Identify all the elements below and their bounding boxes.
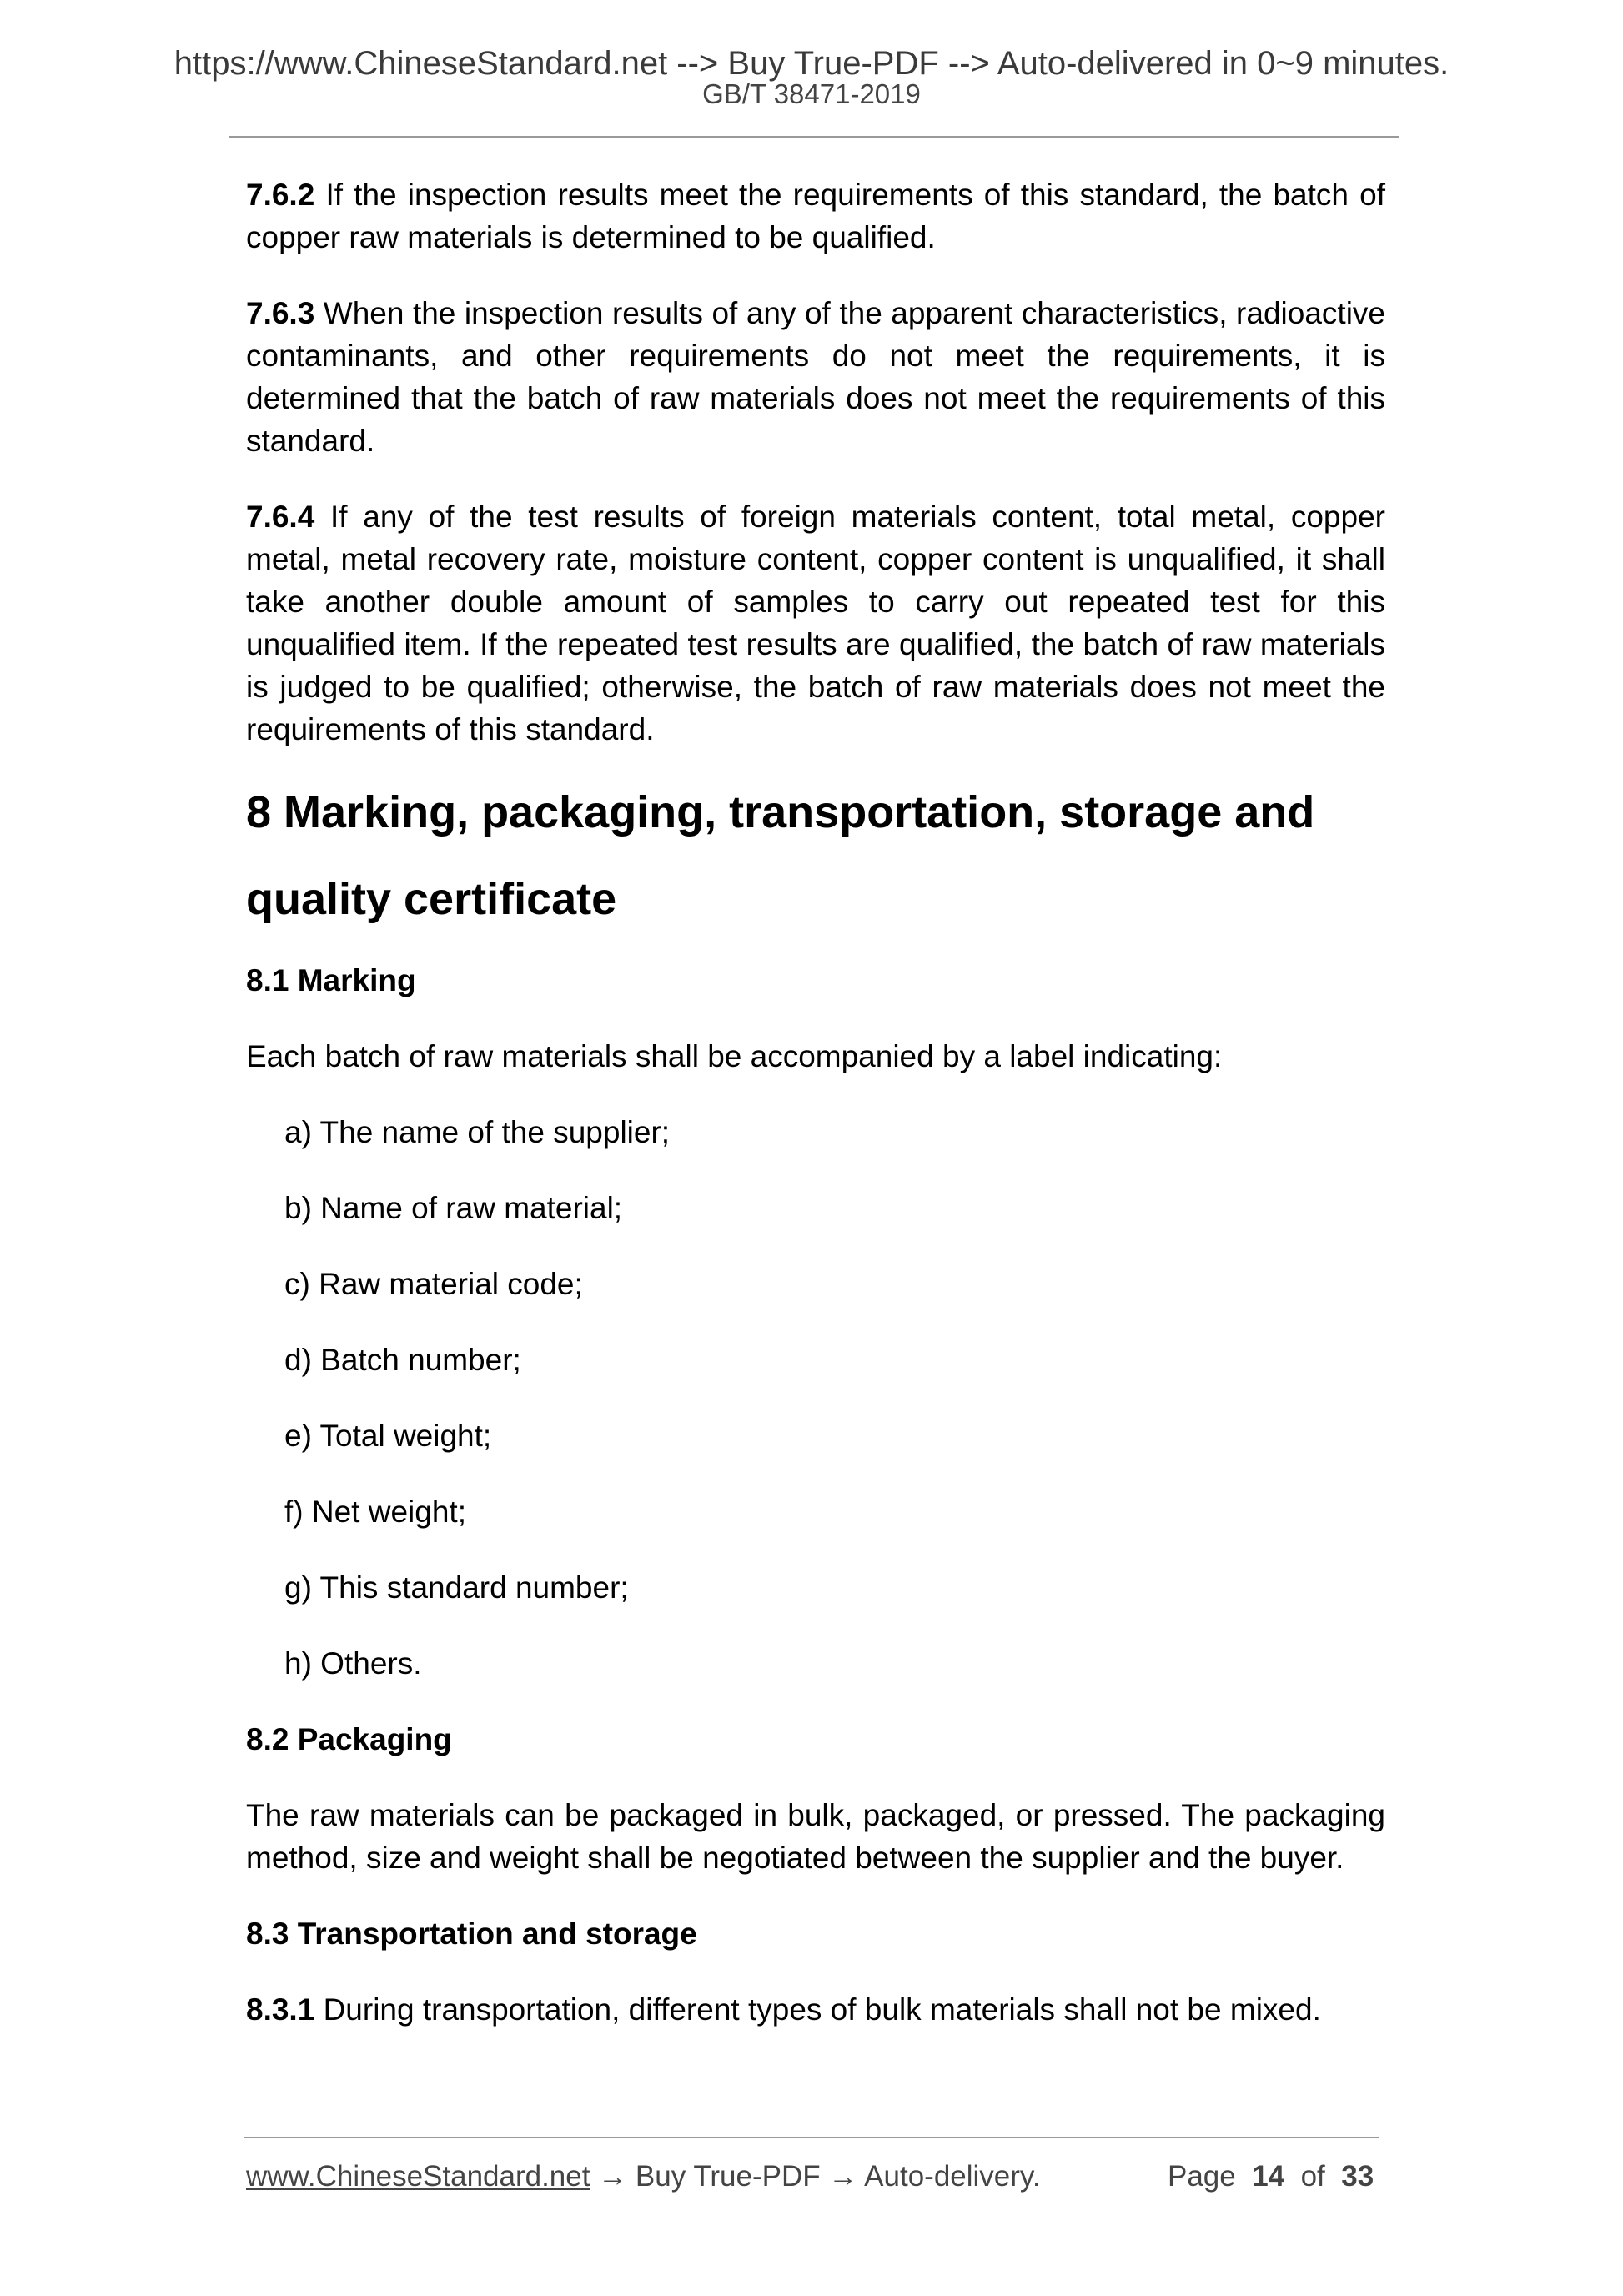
chapter-title-line: 8 Marking, packaging, transportation, storage and: [246, 787, 1315, 837]
clause-number: 7.6.3: [246, 296, 315, 330]
header-divider: [229, 136, 1399, 138]
section-8-1-title: 8.1 Marking: [246, 963, 416, 997]
section-8-2-title: 8.2 Packaging: [246, 1722, 452, 1756]
clause-number: 7.6.2: [246, 178, 315, 212]
marking-list: [246, 1111, 1385, 1685]
list-item: e) Total weight;: [284, 1419, 492, 1453]
section-8-1-intro: Each batch of raw materials shall be accompanied by a label indicating:: [246, 1039, 1223, 1073]
footer-divider: [244, 2137, 1379, 2138]
section-8-3-title: 8.3 Transportation and storage: [246, 1917, 697, 1951]
list-item: h) Others.: [284, 1646, 422, 1681]
clause-7-6-3: [246, 292, 1385, 462]
footer-promo: [246, 2158, 1041, 2195]
document-body: [246, 173, 1385, 2031]
page-label: Page: [1168, 2160, 1236, 2193]
header-banner[interactable]: https://www.ChineseStandard.net --> Buy True-PDF --> Auto-delivered in 0~9 minutes.: [173, 45, 1450, 82]
list-item: d) Batch number;: [284, 1343, 521, 1377]
section-8-2-text: The raw materials can be packaged in bulk, packaged, or pressed. The packaging method, size and weight shall be negotiated between the supplier and the buyer.: [246, 1798, 1385, 1875]
list-item: b) Name of raw material;: [284, 1191, 623, 1225]
clause-text: If any of the test results of foreign materials content, total metal, copper metal, metal recovery rate, moisture content, copper content is unqualified, it shall take another double amount of samples to carry out repeated test for this unqualified item. If the repeated test results are qualified, the batch of raw materials is judged to be qualified; otherwise, the batch of raw materials does not meet the requirements of this standard.: [246, 500, 1385, 746]
current-page: 14: [1252, 2160, 1285, 2193]
chapter-title-line: quality certificate: [246, 874, 617, 924]
chapter-8-title: [246, 769, 1385, 942]
list-item: g) This standard number;: [284, 1570, 629, 1605]
list-item: f) Net weight;: [284, 1495, 466, 1529]
clause-text: During transportation, different types of bulk materials shall not be mixed.: [314, 1992, 1321, 2027]
clause-number: 8.3.1: [246, 1992, 315, 2027]
clause-text: If the inspection results meet the requirements of this standard, the batch of copper raw materials is determined to be qualified.: [246, 178, 1385, 254]
clause-text: When the inspection results of any of the apparent characteristics, radioactive contaminants, and other requirements do not meet the requirements, it is determined that the batch of raw materials does not meet the requirements of this standard.: [246, 296, 1385, 458]
of-label: of: [1300, 2160, 1325, 2193]
clause-7-6-4: [246, 495, 1385, 751]
list-item: c) Raw material code;: [284, 1267, 583, 1301]
total-pages: 33: [1341, 2160, 1374, 2193]
list-item: a) The name of the supplier;: [284, 1115, 671, 1149]
clause-number: 7.6.4: [246, 500, 315, 534]
page-header: [0, 43, 1623, 108]
page-number: [1168, 2158, 1374, 2195]
clause-7-6-2: [246, 173, 1385, 259]
website-link[interactable]: www.ChineseStandard.net: [246, 2160, 590, 2193]
document-code: GB/T 38471-2019: [702, 78, 921, 109]
footer-tagline: → Buy True-PDF → Auto-delivery.: [590, 2160, 1041, 2193]
clause-8-3-1: [246, 1988, 1385, 2031]
